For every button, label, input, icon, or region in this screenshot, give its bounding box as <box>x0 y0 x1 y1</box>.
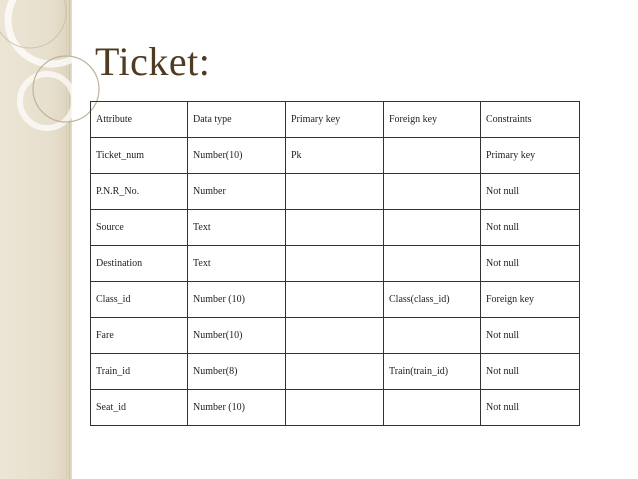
table-row <box>91 390 580 426</box>
deco-circle-small <box>20 74 74 128</box>
table-cell: Primary key <box>481 138 580 174</box>
table-cell: Number(8) <box>188 354 286 390</box>
table-row <box>91 282 580 318</box>
table-cell: Fare <box>91 318 188 354</box>
table-cell: Source <box>91 210 188 246</box>
table-cell: Text <box>188 210 286 246</box>
table-row <box>91 174 580 210</box>
deco-circle-large <box>8 0 96 64</box>
table-cell: Foreign key <box>481 282 580 318</box>
table-cell <box>286 210 384 246</box>
header-cell: Data type <box>188 102 286 138</box>
table-cell: Number (10) <box>188 282 286 318</box>
table-cell <box>384 174 481 210</box>
table-row <box>91 354 580 390</box>
ticket-schema-table <box>90 101 580 426</box>
table-cell: Train_id <box>91 354 188 390</box>
table-cell: Pk <box>286 138 384 174</box>
table-cell: Not null <box>481 174 580 210</box>
header-cell: Primary key <box>286 102 384 138</box>
table-cell <box>286 318 384 354</box>
table-row <box>91 318 580 354</box>
table-cell: Number(10) <box>188 318 286 354</box>
table-cell <box>384 210 481 246</box>
table-cell: Not null <box>481 390 580 426</box>
table-row <box>91 138 580 174</box>
table-row <box>91 246 580 282</box>
table-cell <box>286 354 384 390</box>
table-cell <box>286 174 384 210</box>
table-cell: Not null <box>481 354 580 390</box>
header-cell: Attribute <box>91 102 188 138</box>
table-cell: Seat_id <box>91 390 188 426</box>
header-cell: Constraints <box>481 102 580 138</box>
table-cell: Ticket_num <box>91 138 188 174</box>
table-cell: Text <box>188 246 286 282</box>
table-cell: Class_id <box>91 282 188 318</box>
table-cell: Train(train_id) <box>384 354 481 390</box>
header-cell: Foreign key <box>384 102 481 138</box>
table-cell <box>286 246 384 282</box>
table-cell <box>384 390 481 426</box>
table-header-row <box>91 102 580 138</box>
table-cell: Number <box>188 174 286 210</box>
table-cell <box>384 318 481 354</box>
slide-title: Ticket: <box>95 39 211 84</box>
table-cell: P.N.R_No. <box>91 174 188 210</box>
table-cell: Not null <box>481 318 580 354</box>
table-cell: Number(10) <box>188 138 286 174</box>
table-cell: Number (10) <box>188 390 286 426</box>
table-cell <box>286 282 384 318</box>
table-cell <box>286 390 384 426</box>
table-cell: Destination <box>91 246 188 282</box>
table-cell <box>384 246 481 282</box>
table-cell: Not null <box>481 210 580 246</box>
table-row <box>91 210 580 246</box>
table-cell <box>384 138 481 174</box>
table-cell: Not null <box>481 246 580 282</box>
table-cell: Class(class_id) <box>384 282 481 318</box>
